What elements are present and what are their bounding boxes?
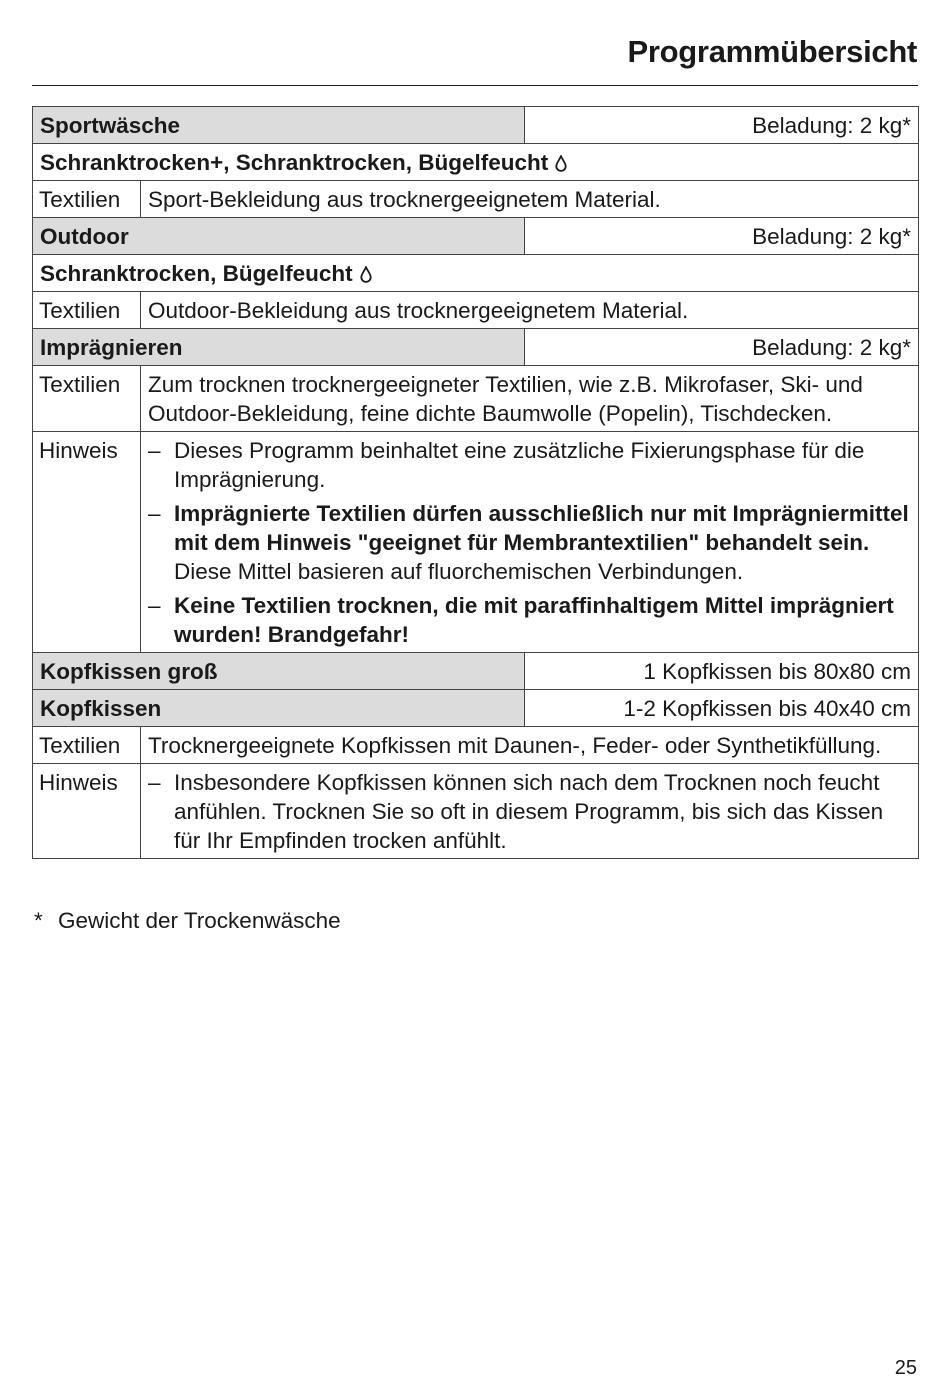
drying-levels-row (33, 255, 919, 292)
note-text: Dieses Programm beinhaltet eine zusätzliche Fixierungsphase für die Imprägnierung. (174, 438, 865, 492)
list-dash: – (148, 501, 161, 526)
program-load: 1 Kopfkissen bis 80x80 cm (525, 653, 919, 690)
note-row (33, 764, 919, 859)
textiles-row (33, 181, 919, 218)
program-row-sport (33, 107, 919, 144)
note-label: Hinweis (33, 432, 141, 653)
water-drop-icon (360, 266, 372, 283)
footnote-text: Gewicht der Trockenwäsche (58, 908, 341, 933)
note-item (148, 436, 911, 494)
textiles-row (33, 292, 919, 329)
note-list (141, 432, 919, 653)
textiles-text: Trocknergeeignete Kopfkissen mit Daunen-, Feder- oder Synthetikfüllung. (141, 727, 919, 764)
drying-levels-text: Schranktrocken, Bügelfeucht (40, 261, 353, 286)
list-dash: – (148, 770, 161, 795)
footnote (34, 908, 341, 934)
textiles-text: Zum trocknen trocknergeeigneter Textilien, wie z.B. Mikrofaser, Ski- und Outdoor-Bekleidung, feine dichte Baumwolle (Popelin), Tischdecken. (141, 366, 919, 432)
page-title: Programmübersicht (627, 34, 917, 69)
list-dash: – (148, 438, 161, 463)
textiles-text: Sport-Bekleidung aus trocknergeeignetem Material. (141, 181, 919, 218)
program-row-pillow (33, 690, 919, 727)
drying-levels (33, 144, 919, 181)
textiles-label: Textilien (33, 366, 141, 432)
program-row-impregnate (33, 329, 919, 366)
list-dash: – (148, 593, 161, 618)
page-number: 25 (894, 1357, 917, 1379)
water-drop-icon (555, 155, 567, 172)
note-text (174, 499, 911, 586)
textiles-label: Textilien (33, 181, 141, 218)
program-load: Beladung: 2 kg* (525, 329, 919, 366)
footnote-marker: * (34, 908, 43, 933)
drying-levels-text: Schranktrocken+, Schranktrocken, Bügelfeucht (40, 150, 549, 175)
note-label: Hinweis (33, 764, 141, 859)
program-name: Sportwäsche (33, 107, 525, 144)
note-item (148, 499, 911, 586)
program-name: Outdoor (33, 218, 525, 255)
textiles-row (33, 366, 919, 432)
note-text: Insbesondere Kopfkissen können sich nach dem Trocknen noch feucht anfühlen. Trocknen Sie so oft in diesem Programm, bis sich das Kissen für Ihr Empfinden trocken anfühlt. (174, 770, 884, 853)
drying-levels-row (33, 144, 919, 181)
drying-levels (33, 255, 919, 292)
note-text-rest: Diese Mittel basieren auf fluorchemischen Verbindungen. (174, 559, 744, 584)
note-list (141, 764, 919, 859)
note-item (148, 591, 911, 649)
program-table (32, 106, 919, 859)
program-name: Kopfkissen (33, 690, 525, 727)
warning-text: Imprägnierte Textilien dürfen ausschließlich nur mit Imprägniermittel mit dem Hinweis "geeignet für Membrantextilien" behandelt sein. (174, 501, 909, 555)
program-name: Imprägnieren (33, 329, 525, 366)
program-load: 1-2 Kopfkissen bis 40x40 cm (525, 690, 919, 727)
note-row (33, 432, 919, 653)
textiles-row (33, 727, 919, 764)
program-load: Beladung: 2 kg* (525, 218, 919, 255)
program-row-outdoor (33, 218, 919, 255)
textiles-text: Outdoor-Bekleidung aus trocknergeeignetem Material. (141, 292, 919, 329)
textiles-label: Textilien (33, 727, 141, 764)
program-row-pillow-large (33, 653, 919, 690)
textiles-label: Textilien (33, 292, 141, 329)
program-name: Kopfkissen groß (33, 653, 525, 690)
note-item (148, 768, 911, 855)
title-divider (32, 85, 918, 86)
fire-warning-text: Keine Textilien trocknen, die mit paraffinhaltigem Mittel imprägniert wurden! Brandgefahr! (174, 593, 894, 647)
program-load: Beladung: 2 kg* (525, 107, 919, 144)
